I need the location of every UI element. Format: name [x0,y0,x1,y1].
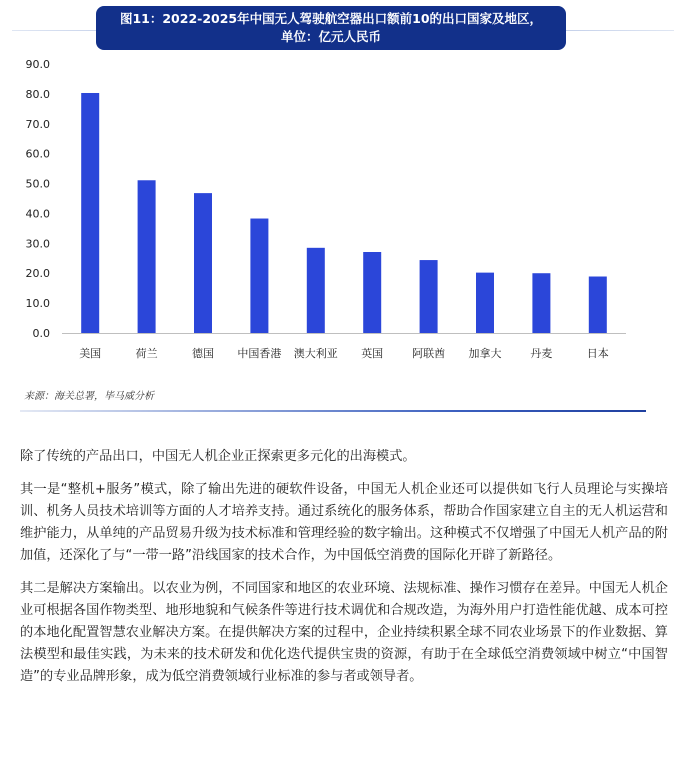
bar [138,180,156,333]
bar [589,277,607,333]
paragraph-solution-export: 其二是解决方案输出。以农业为例，不同国家和地区的农业环境、法规标准、操作习惯存在差异。中国无人机企业可根据各国作物类型、地形地貌和气候条件等进行技术调优和合规改造，为海外用户打造性能优越、成本可控的本地化配置智慧农业解决方案。在提供解决方案的过程中，企业持续积累全球不同农业场景下的作业数据、算法模型和最佳实践，为未来的技术研发和优化迭代提供宝贵的资源，有助于在全球低空消费领域中树立“中国智造”的专业品牌形象，成为低空消费领域行业标准的参与者或领导者。 [20,581,668,684]
x-tick-label: 加拿大 [468,347,502,360]
chart-title-banner [96,6,566,50]
bar [420,260,438,333]
paragraph-intro: 除了传统的产品出口，中国无人机企业正探索更多元化的出海模式。 [20,449,416,464]
bar [532,273,550,333]
paragraph-service-model: 其一是“整机+服务”模式，除了输出先进的硬软件设备，中国无人机企业还可以提供如飞行人员理论与实操培训、机务人员技术培训等方面的人才培养支持。通过系统化的服务体系，帮助合作国家建立自主的无人机运营和维护能力，从单纯的产品贸易升级为技术标准和管理经验的数字输出。这种模式不仅增强了中国无人机产品的附加值，还深化了与“一带一路”沿线国家的技术合作，为中国低空消费的国际化开辟了新路径。 [20,482,668,563]
y-tick-label: 70.0 [25,117,50,131]
y-tick-label: 60.0 [25,147,50,161]
x-tick-label: 德国 [192,347,214,360]
x-tick-label: 日本 [586,347,609,360]
bar [363,252,381,333]
x-tick-label: 澳大利亚 [293,347,338,360]
y-tick-label: 80.0 [25,87,50,101]
y-tick-label: 20.0 [25,267,50,281]
x-tick-label: 美国 [79,347,102,360]
bar [307,248,325,333]
x-tick-label: 中国香港 [237,347,282,360]
x-tick-label: 丹麦 [530,347,553,360]
x-tick-label: 荷兰 [135,347,158,360]
y-tick-label: 50.0 [25,177,50,191]
bar-chart [0,52,686,377]
chart-title-line-1: 图11：2022-2025年中国无人驾驶航空器出口额前10的出口国家及地区， [119,11,543,26]
bar [476,273,494,333]
chart-title-line-2: 单位：亿元人民币 [280,29,381,44]
y-tick-label: 90.0 [25,58,50,71]
bar [250,219,268,333]
y-tick-label: 30.0 [25,237,50,251]
y-tick-label: 0.0 [32,327,50,340]
bar [81,93,99,333]
bar [194,193,212,333]
x-tick-label: 阿联酋 [412,347,446,360]
y-tick-label: 10.0 [25,297,50,311]
x-tick-label: 英国 [361,347,384,360]
source-note: 来源：海关总署，毕马威分析 [24,391,154,402]
y-tick-label: 40.0 [25,207,50,221]
body-text [20,446,668,699]
source-rule [20,410,646,412]
